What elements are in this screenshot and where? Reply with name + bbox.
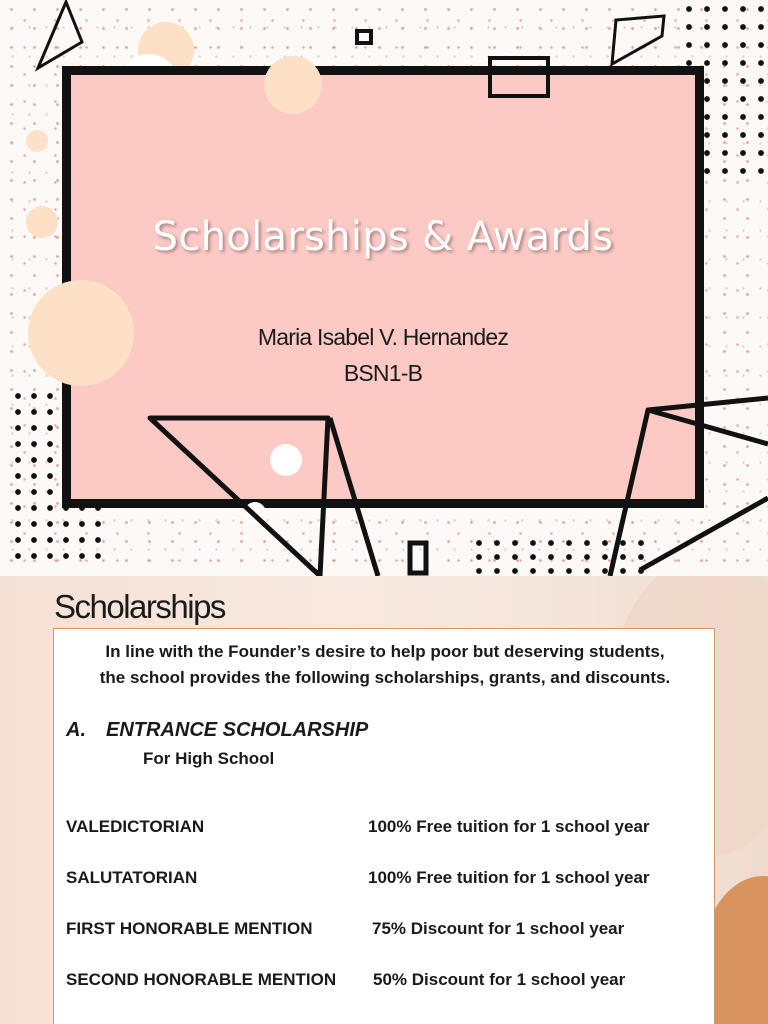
- award-benefit: 100% Free tuition for 1 school year: [368, 868, 650, 887]
- section-a-label: A.: [66, 719, 86, 741]
- award-benefit: 50% Discount for 1 school year: [373, 970, 626, 989]
- class-section: BSN1-B: [343, 360, 423, 386]
- line-right-shape: [648, 410, 768, 444]
- award-benefit: 75% Discount for 1 school year: [372, 919, 625, 938]
- line-bottom-shape: [330, 418, 378, 576]
- small-rect-bottom-shape: [410, 543, 426, 573]
- section-a-heading: [66, 719, 368, 742]
- content-box: [53, 628, 715, 1024]
- author-name: Maria Isabel V. Hernandez: [257, 324, 509, 350]
- intro-line-1: In line with the Founder’s desire to help poor but deserving students,: [105, 642, 665, 661]
- slide-heading: Scholarships: [54, 588, 225, 625]
- award-name: SECOND HONORABLE MENTION: [66, 970, 337, 989]
- intro-paragraph: [54, 639, 716, 691]
- award-name: FIRST HONORABLE MENTION: [66, 919, 313, 938]
- intro-line-2: the school provides the following scholarships, grants, and discounts.: [99, 668, 671, 687]
- award-benefit: 100% Free tuition for 1 school year: [368, 817, 650, 836]
- small-square-top-shape: [357, 31, 371, 43]
- triangle-bottom-shape: [150, 418, 328, 576]
- triangle-top-left-shape: [38, 2, 82, 68]
- kite-top-right-shape: [612, 16, 664, 64]
- section-a-subtitle: For High School: [143, 749, 275, 768]
- rectangle-top-shape: [490, 58, 548, 96]
- line-corner-shape: [640, 498, 768, 570]
- slide-title: Scholarships & Awards: [152, 214, 614, 260]
- award-name: SALUTATORIAN: [66, 868, 198, 887]
- scholarships-slide: [0, 576, 768, 1024]
- lines-bottom-right-shape: [610, 398, 768, 576]
- award-name: VALEDICTORIAN: [66, 817, 205, 836]
- section-a-title: ENTRANCE SCHOLARSHIP: [106, 719, 369, 741]
